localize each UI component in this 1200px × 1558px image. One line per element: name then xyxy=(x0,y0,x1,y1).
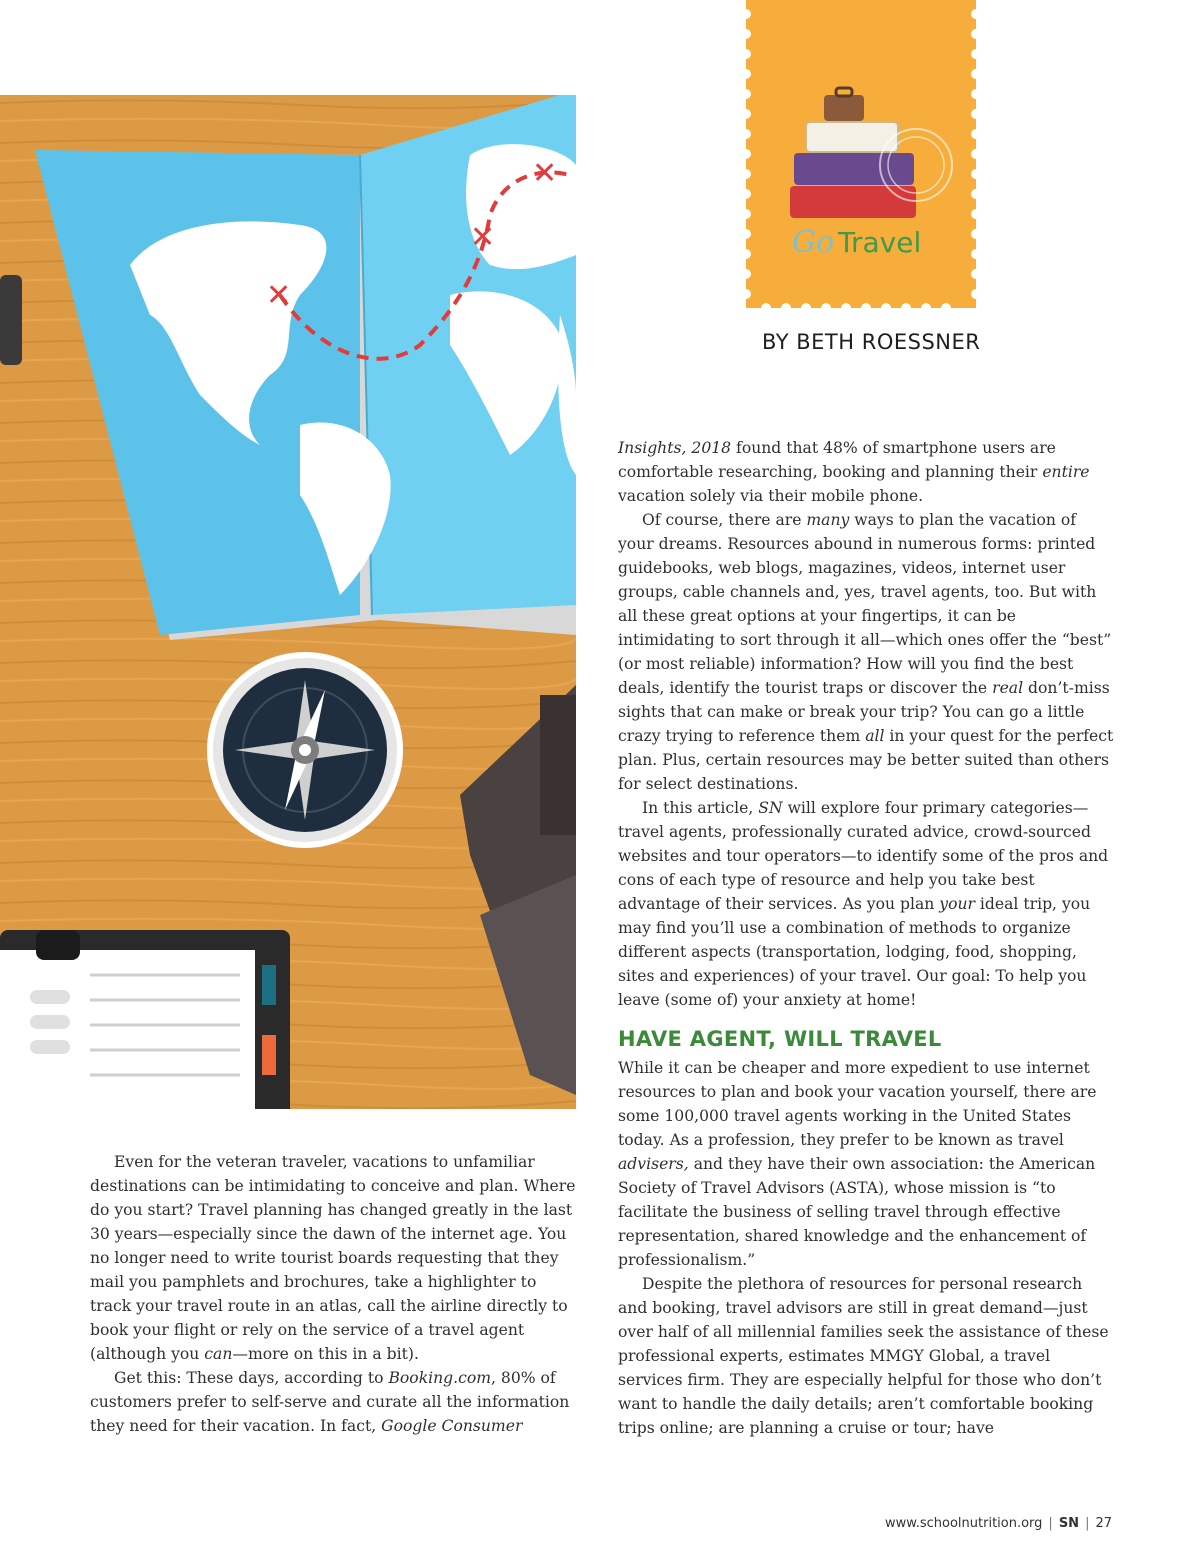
intro-paragraph: Even for the veteran traveler, vacations to unfamiliar destinations can be intimidating to conceive and plan. Where do you start? Travel planning has changed greatly in the last 30 years—especially since the dawn of the internet age. You no longer need to write tourist boards requesting that they mail you pamphlets and brochures, take a highlighter to track your travel route in an atlas, call the airline directly to book your flight or rely on the service of a travel agent (although you can—more on this in a bit). xyxy=(90,1153,576,1363)
article-overview-paragraph: In this article, SN will explore four primary categories—travel agents, professionally curated advice, crowd-sourced websites and tour operators—to identify some of the pros and cons of each type of resource and help you take best advantage of their services. As you plan your ideal trip, you may find you’ll use a combination of methods to organize different aspects (transportation, lodging, food, shopping, sites and experiences) of your travel. Our goal: To help you leave (some of) your anxiety at home! xyxy=(618,799,1109,1009)
right-column xyxy=(618,436,1114,1012)
travel-desk-illustration xyxy=(0,95,576,1109)
agents-paragraph: While it can be cheaper and more expedient to use internet resources to plan and book your vacation yourself, there are some 100,000 travel agents working in the United States today. As a profession, they prefer to be known as travel advisers, and they have their own association: the American Society of Travel Advisors (ASTA), whose mission is “to facilitate the business of selling travel through effective representation, shared knowledge and the enhancement of professionalism.” xyxy=(618,1059,1097,1269)
notebook xyxy=(0,930,290,1109)
booking-paragraph: Get this: These days, according to Booking.com, 80% of customers prefer to self-serve and curate all the information they need for their vacation. In fact, Google Consumer xyxy=(90,1369,570,1435)
svg-text:✕: ✕ xyxy=(266,278,292,313)
phone-edge xyxy=(0,275,22,365)
byline: BY BETH ROESSNER xyxy=(762,330,981,354)
section-body xyxy=(618,1056,1114,1440)
left-column xyxy=(90,1150,576,1438)
resources-paragraph: Of course, there are many ways to plan the vacation of your dreams. Resources abound in numerous forms: printed guidebooks, web blogs, magazines, videos, internet user groups, cable channels and, yes, travel agents, too. But with all these great options at your fingertips, it can be intimidating to sort through it all—which ones offer the “best” (or most reliable) information? How will you find the best deals, identify the tourist traps or discover the real don’t-miss sights that can make or break your trip? You can go a little crazy trying to reference them all in your quest for the perfect plan. Plus, certain resources may be better suited than others for select destinations. xyxy=(618,511,1114,793)
compass xyxy=(207,652,403,848)
page-number: 27 xyxy=(1095,1516,1112,1531)
svg-text:✕: ✕ xyxy=(470,220,496,255)
logo-go: Go xyxy=(792,225,835,260)
footer-magazine: SN xyxy=(1058,1516,1080,1531)
page-footer: www.schoolnutrition.org | SN | 27 xyxy=(885,1516,1112,1531)
advisors-demand-paragraph: Despite the plethora of resources for personal research and booking, travel advisors are still in great demand—just over half of all millennial families seek the assistance of these professional experts, estimates MMGY Global, a travel services firm. They are especially helpful for those who don’t want to handle the daily details; aren’t comfortable booking trips online; are planning a cruise or tour; have xyxy=(618,1275,1109,1437)
footer-url: www.schoolnutrition.org xyxy=(885,1516,1043,1531)
logo-travel: Travel xyxy=(838,226,922,259)
section-heading: HAVE AGENT, WILL TRAVEL xyxy=(618,1027,942,1051)
go-travel-stamp xyxy=(746,0,976,308)
insights-paragraph: Insights, 2018 found that 48% of smartphone users are comfortable researching, booking and planning their entire vacation solely via their mobile phone. xyxy=(618,439,1090,505)
svg-text:✕: ✕ xyxy=(532,156,558,191)
